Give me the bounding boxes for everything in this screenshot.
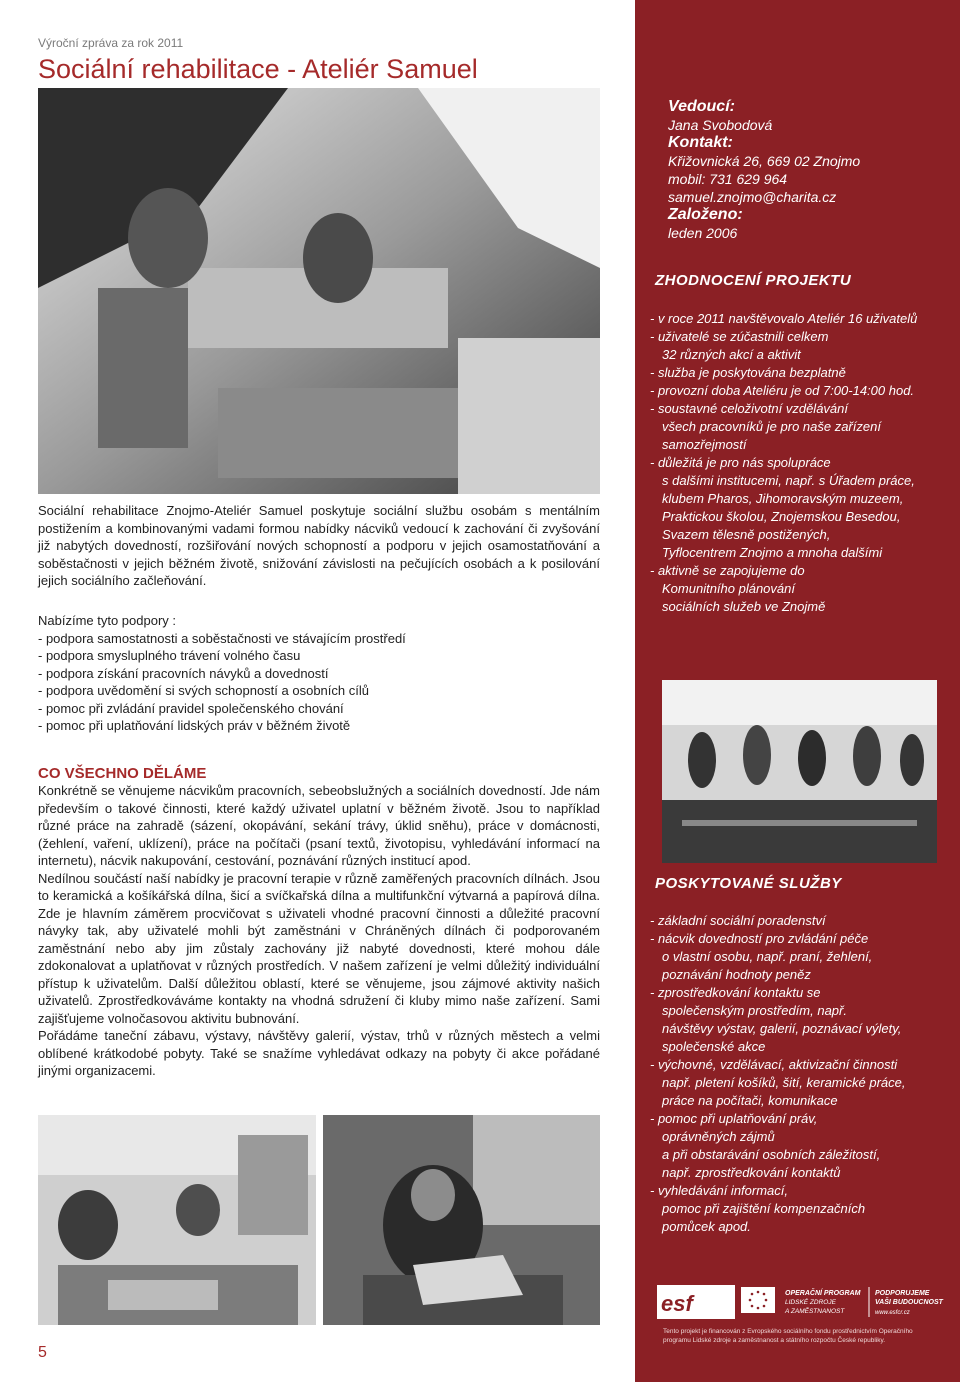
funding-note: Tento projekt je financován z Evropského sociálního fondu prostřednictvím Operačního programu Lidské zdroje a zaměstnanost a státního rozpočtu České republiky. xyxy=(663,1328,913,1344)
support-logo-line1: PODPORUJEME xyxy=(875,1290,930,1297)
offer-item: - pomoc při zvládání pravidel společenského chování xyxy=(38,700,344,716)
sidebar-list-line: poznávání hodnoty peněz xyxy=(662,967,811,982)
sidebar-list-line: sociálních služeb ve Znojmě xyxy=(662,599,826,614)
sidebar-list-line: - důležitá je pro nás spolupráce xyxy=(650,455,831,470)
offer-list xyxy=(38,612,600,735)
offer-item: - podpora uvědomění si svých schopností a osobních cílů xyxy=(38,683,369,698)
support-logo-line2: VAŠI BUDOUCNOST xyxy=(875,1299,943,1306)
sidebar-list-line: společenské akce xyxy=(662,1039,766,1054)
leader-label: Vedoucí: xyxy=(668,98,735,115)
leader-name: Jana Svobodová xyxy=(668,117,773,133)
sidebar-list-line: a při obstarávání osobních záležitostí, xyxy=(662,1147,881,1162)
sidebar-list-line: - nácvik dovedností pro zvládání péče xyxy=(650,931,869,946)
offer-item: - pomoc při uplatňování lidských práv v běžném životě xyxy=(38,718,351,733)
sidebar-list-line: - základní sociální poradenství xyxy=(650,913,826,928)
sidebar-list-line: - soustavné celoživotní vzdělávání xyxy=(650,401,848,416)
sidebar-list-line: - aktivně se zapojujeme do xyxy=(650,563,805,578)
sidebar-list-line: - služba je poskytována bezplatně xyxy=(650,365,846,380)
sidebar-list-line: pomoc při zajištění kompenzačních xyxy=(662,1201,866,1216)
mobile: mobil: 731 629 964 xyxy=(668,171,788,187)
contact-block xyxy=(668,98,860,242)
section-heading: CO VŠECHNO DĚLÁME xyxy=(38,765,207,782)
sidebar-list-line: práce na počítači, komunikace xyxy=(662,1093,838,1108)
baking-photo xyxy=(38,1115,316,1325)
founded-label: Založeno: xyxy=(668,206,743,223)
sidebar-list-line: Komunitního plánování xyxy=(662,581,795,596)
section-paragraph: Konkrétně se věnujeme nácvikům pracovních, sebeobslužných a sociálních dovedností. Jde nám především o takové činnosti, které každý uživatel uplatní v běžném životě. Jsou to například různé práce na zahradě (sázení, okopávání, sekání trávy, úklid sněhu), práce v domácnosti, (žehlení, vaření, uklízení), práce na počítači (psaní textů, životopisu, vyhledávání informací na internetu), nácvik nakupování, cestování, poznávání různých institucí apod. xyxy=(38,783,600,868)
sidebar-list-line: oprávněných zájmů xyxy=(662,1129,775,1144)
sidebar-list-line: - výchovné, vzdělávací, aktivizační činnosti xyxy=(650,1057,898,1072)
section-body xyxy=(38,782,600,1080)
support-logo-line3: www.esfcr.cz xyxy=(875,1310,910,1316)
drumming-photo xyxy=(662,680,937,863)
offer-item: - podpora smysluplného trávení volného času xyxy=(38,648,301,663)
sidebar-list-line: - v roce 2011 navštěvovalo Ateliér 16 uživatelů xyxy=(650,311,918,326)
sidebar-list-line: - vyhledávání informací, xyxy=(650,1183,789,1198)
sidebar-list-line: Svazem tělesně postižených, xyxy=(662,527,831,542)
offer-item: - podpora samostatnosti a soběstačnosti ve stávajícím prostředí xyxy=(38,630,406,646)
email[interactable]: samuel.znojmo@charita.cz xyxy=(668,189,837,205)
funding-logos xyxy=(657,1283,947,1321)
sidebar-list-line: - zprostředkování kontaktu se xyxy=(650,985,821,1000)
services-heading: POSKYTOVANÉ SLUŽBY xyxy=(655,875,842,892)
op-logo-line1: OPERAČNÍ PROGRAM xyxy=(785,1290,861,1297)
report-label: Výroční zpráva za rok 2011 xyxy=(38,36,184,50)
sidebar-list-line: - uživatelé se zúčastnili celkem xyxy=(650,329,829,344)
esf-logo: esf xyxy=(661,1291,693,1316)
info-sidebar xyxy=(635,0,960,1382)
pottery-photo xyxy=(323,1115,600,1325)
sidebar-list-line: např. zprostředkování kontaktů xyxy=(662,1165,841,1180)
sidebar-list-line: 32 různých akcí a aktivit xyxy=(662,347,801,362)
founded-value: leden 2006 xyxy=(668,225,738,241)
address: Křižovnická 26, 669 02 Znojmo xyxy=(668,153,861,169)
page-title: Sociální rehabilitace - Ateliér Samuel xyxy=(38,54,478,84)
workshop-photo xyxy=(38,88,600,494)
sidebar-list-line: společenským prostředím, např. xyxy=(662,1003,847,1018)
op-logo-line2: LIDSKÉ ZDROJE xyxy=(785,1299,836,1306)
intro-paragraph: Sociální rehabilitace Znojmo-Ateliér Samuel poskytuje sociální službu osobám s mentálním postižením a kombinovanými vadami formou nabídky nácviků vedoucí k zachování či zvyšování již nabytých dovedností, rozšiřování nových schopností a podporu v jejich osamostatňování a soběstačnosti v jejich běžném životě, snižování závislosti na pečujících osobách a k posilování jejich sociálního začleňování. xyxy=(38,503,600,588)
sidebar-list-line: klubem Pharos, Jihomoravským muzeem, xyxy=(662,491,904,506)
evaluation-list xyxy=(650,310,917,616)
evaluation-heading: ZHODNOCENÍ PROJEKTU xyxy=(655,272,852,289)
sidebar-list-line: všech pracovníků je pro naše zařízení xyxy=(662,419,881,434)
sidebar-list-line: pomůcek apod. xyxy=(662,1219,751,1234)
sidebar-list-line: s dalšími institucemi, např. s Úřadem práce, xyxy=(662,473,915,488)
section-paragraph: Nedílnou součástí naší nabídky je pracovní terapie v různě zaměřených pracovních dílnách. Jsou to keramická a košíkářská dílna, šicí a svíčkařská dílna a multifunkční výtvarná a papírová dílna. Zde je hlavním záměrem procvičovat s uživateli vhodné pracovní činnosti a důležité pracovní návyky tak, aby uživatelé mohli být zaměstnáni v Chráněných dílnách či podporovaném zaměstnání nebo aby jim zůstaly zachovány již nabyté dovednosti, které mohou dále zdokonalovat a uplatňovat v různých prostředích. V našem zařízení je velmi důležitý individuální přístup k uživatelům. Další důležitou oblastí, které se věnujeme, jsou zájmové aktivity našich uživatelů. Zprostředkováváme kontakty na vhodná sdružení či kluby mimo naše zařízení. Sami zajišťujeme volnočasovou aktivitu bubnování. xyxy=(38,870,600,1026)
sidebar-list-line: o vlastní osobu, např. praní, žehlení, xyxy=(662,949,873,964)
sidebar-list-line: - pomoc při uplatňování práv, xyxy=(650,1111,818,1126)
sidebar-list-line: Tyflocentrem Znojmo a mnoha dalšími xyxy=(662,545,883,560)
sidebar-list-line: samozřejmostí xyxy=(662,437,747,452)
offer-heading: Nabízíme tyto podpory : xyxy=(38,613,177,628)
sidebar-list-line: Praktickou školou, Znojemskou Besedou, xyxy=(662,509,901,524)
services-list xyxy=(650,912,906,1236)
section-paragraph: Pořádáme taneční zábavu, výstavy, návštěvy galerií, výstav, trhů v různých městech a velmi oblíbené krátkodobé pobyty. Také se snažíme vyhledávat odkazy na pobyty či akce pořádané jinými organizacemi. xyxy=(38,1028,600,1078)
sidebar-list-line: např. pletení košíků, šití, keramické práce, xyxy=(662,1075,906,1090)
sidebar-list-line: návštěvy výstav, galerií, poznávací výlety, xyxy=(662,1021,902,1036)
contact-label: Kontakt: xyxy=(668,134,733,151)
op-logo-line3: A ZAMĚSTNANOST xyxy=(785,1308,845,1315)
page-number: 5 xyxy=(38,1344,47,1361)
offer-item: - podpora získání pracovních návyků a dovedností xyxy=(38,665,329,681)
sidebar-list-line: - provozní doba Ateliéru je od 7:00-14:00 hod. xyxy=(650,383,915,398)
